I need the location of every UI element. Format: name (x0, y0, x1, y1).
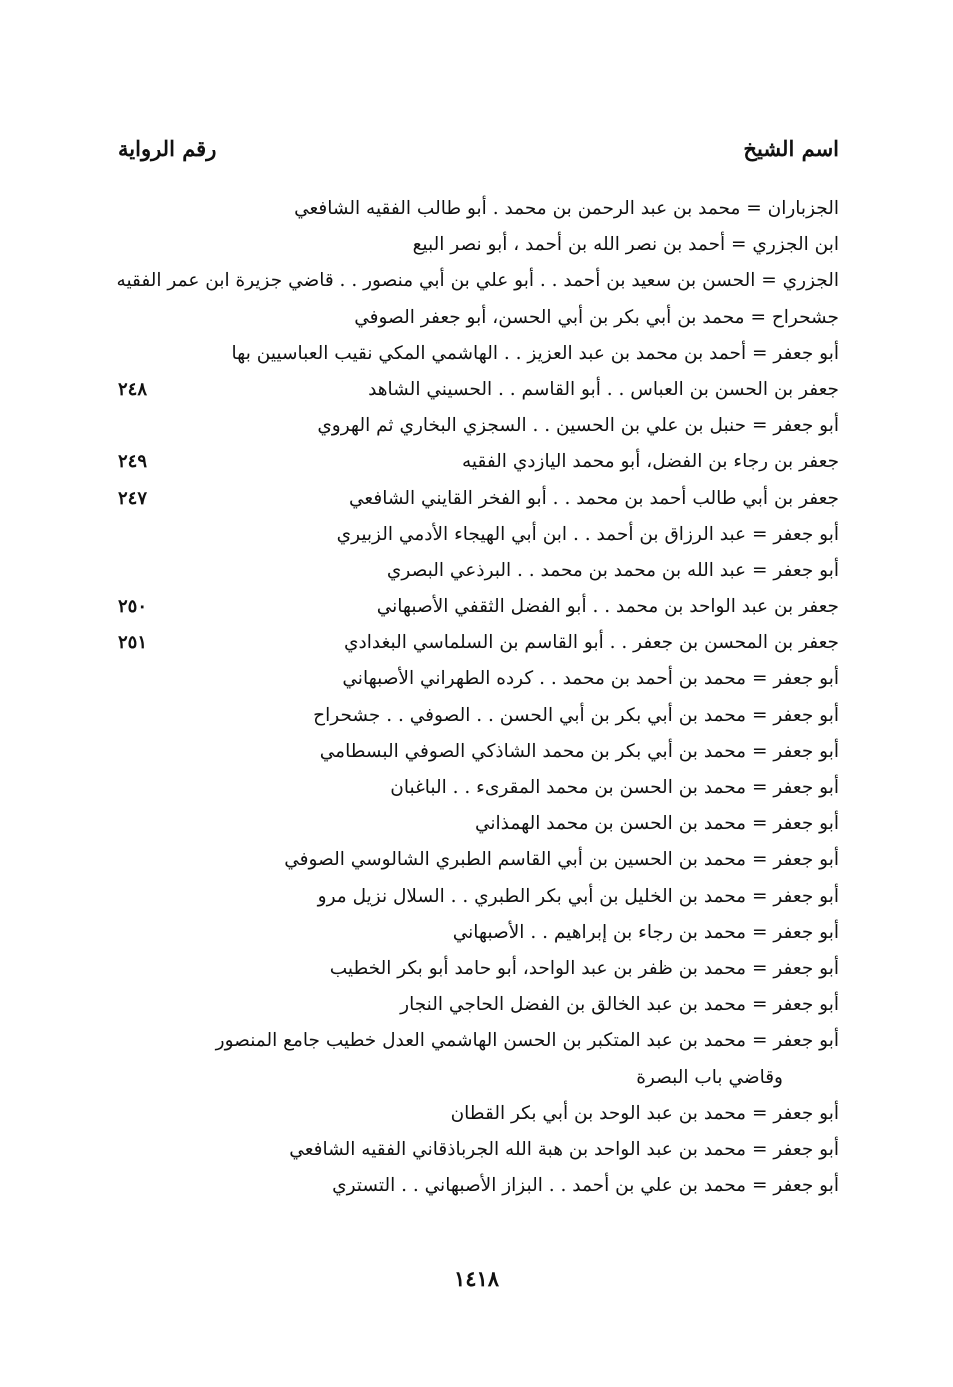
list-item (0, 1027, 953, 1063)
entry-text: أبو جعفر = محمد بن الحسن بن محمد الهمذاني (474, 813, 839, 835)
entry-text: أبو جعفر = محمد بن الحسين بن أبي القاسم الطبري الشالوسي الصوفي (284, 849, 839, 871)
entry-text: الجزري = الحسن بن سعيد بن أحمد . . أبو علي بن أبي منصور . . قاضي جزيرة ابن عمر الفقيه (116, 270, 839, 292)
list-item (0, 557, 953, 593)
list-item (0, 665, 953, 701)
entry-text: أبو جعفر = عبد الله بن محمد بن محمد . . البرذعي البصري (386, 559, 839, 581)
list-item (0, 810, 953, 846)
narration-number: ٢٥١ (118, 632, 148, 654)
entry-text: جشحراح = محمد بن أبي بكر بن أبي الحسن، أبو جعفر الصوفي (354, 306, 839, 328)
column-header-sheikh-name: اسم الشيخ (743, 136, 839, 161)
list-item (0, 485, 953, 521)
list-item (0, 955, 953, 991)
list-item (0, 448, 953, 484)
list-item (0, 991, 953, 1027)
entry-text: أبو جعفر = محمد بن أبي بكر بن أبي الحسن . . الصوفي . . جشحراح (313, 704, 839, 726)
entry-text: أبو جعفر = محمد بن رجاء بن إبراهيم . . الأصبهاني (452, 921, 839, 943)
list-item (0, 521, 953, 557)
entry-text: جعفر بن الحسن بن العباس . . أبو القاسم . . الحسيني الشاهد (368, 378, 839, 400)
list-item (0, 195, 953, 231)
entry-text: جعفر بن رجاء بن الفضل، أبو محمد اليازدي الفقيه (461, 451, 839, 473)
list-item (0, 883, 953, 919)
list-item (0, 376, 953, 412)
list-item (0, 919, 953, 955)
entry-text: أبو جعفر = محمد بن أبي بكر بن محمد الشاذكي الصوفي البسطامي (319, 740, 839, 762)
entry-text: الجزباران = محمد بن عبد الرحمن بن محمد . أبو طالب الفقيه الشافعي (294, 198, 839, 219)
narration-number: ٢٤٩ (118, 451, 148, 473)
entry-text: ابن الجزري = أحمد بن نصر الله بن أحمد ، أبو نصر البيع (412, 234, 839, 256)
list-item (0, 231, 953, 267)
entry-text: أبو جعفر = محمد بن ظفر بن عبد الواحد، أبو حامد أبو بكر الخطيب (329, 957, 839, 979)
narration-number: ٢٤٨ (118, 378, 148, 400)
column-header-narration-number: رقم الرواية (118, 136, 217, 161)
entry-text: أبو جعفر = محمد بن عبد الوحد بن أبي بكر القطان (450, 1102, 839, 1124)
list-item-continuation (0, 1064, 953, 1100)
list-item (0, 738, 953, 774)
list-item (0, 702, 953, 738)
entry-text: أبو جعفر = محمد بن الحسن بن محمد المقرىء . . الباغبان (390, 777, 839, 798)
entry-text: أبو جعفر = أحمد بن محمد بن عبد العزيز . . الهاشمي المكي نقيب العباسيين بها (231, 342, 839, 364)
entry-text: أبو جعفر = محمد بن الخليل بن أبي بكر الطبري . . السلال نزيل مرو (317, 885, 839, 907)
list-item (0, 1172, 953, 1208)
list-item (0, 267, 953, 303)
list-item (0, 629, 953, 665)
entry-text: أبو جعفر = محمد بن عبد الخالق بن الفضل الحاجي النجار (400, 994, 839, 1016)
list-item (0, 412, 953, 448)
entry-text: جعفر بن أبي طالب أحمد بن محمد . . أبو الفخر القايني الشافعي (349, 487, 839, 509)
list-item (0, 340, 953, 376)
entry-text: أبو جعفر = حنبل بن علي بن الحسين . . السجزي البخاري ثم الهروي (317, 415, 839, 437)
list-item (0, 774, 953, 810)
entry-text: أبو جعفر = محمد بن أحمد بن محمد . . كرده الطهراني الأصبهاني (342, 668, 839, 690)
list-item (0, 593, 953, 629)
list-item (0, 304, 953, 340)
list-item (0, 846, 953, 882)
entry-text: أبو جعفر = محمد بن عبد المتكبر بن الحسن الهاشمي العدل خطيب جامع المنصور (215, 1030, 839, 1052)
index-list (0, 195, 953, 1208)
entry-text: أبو جعفر = محمد بن علي بن أحمد . . البزاز الأصبهاني . . التستري (332, 1175, 839, 1197)
entry-text: جعفر بن المحسن بن جعفر . . أبو القاسم بن السلماسي البغدادي (344, 632, 839, 654)
entry-text: وقاضي باب البصرة (636, 1066, 783, 1088)
entry-text: أبو جعفر = محمد بن عبد الواحد بن هبة الله الجرباذقاني الفقيه الشافعي (289, 1138, 839, 1160)
narration-number: ٢٥٠ (118, 596, 148, 618)
entry-text: أبو جعفر = عبد الرزاق بن أحمد . . ابن أبي الهيجاء الأدمي الزبيري (336, 523, 839, 545)
page-number: ١٤١٨ (453, 1266, 500, 1291)
list-item (0, 1100, 953, 1136)
list-item (0, 1136, 953, 1172)
narration-number: ٢٤٧ (118, 487, 148, 509)
entry-text: جعفر بن عبد الواحد بن محمد . . أبو الفضل الثقفي الأصبهاني (376, 596, 839, 618)
